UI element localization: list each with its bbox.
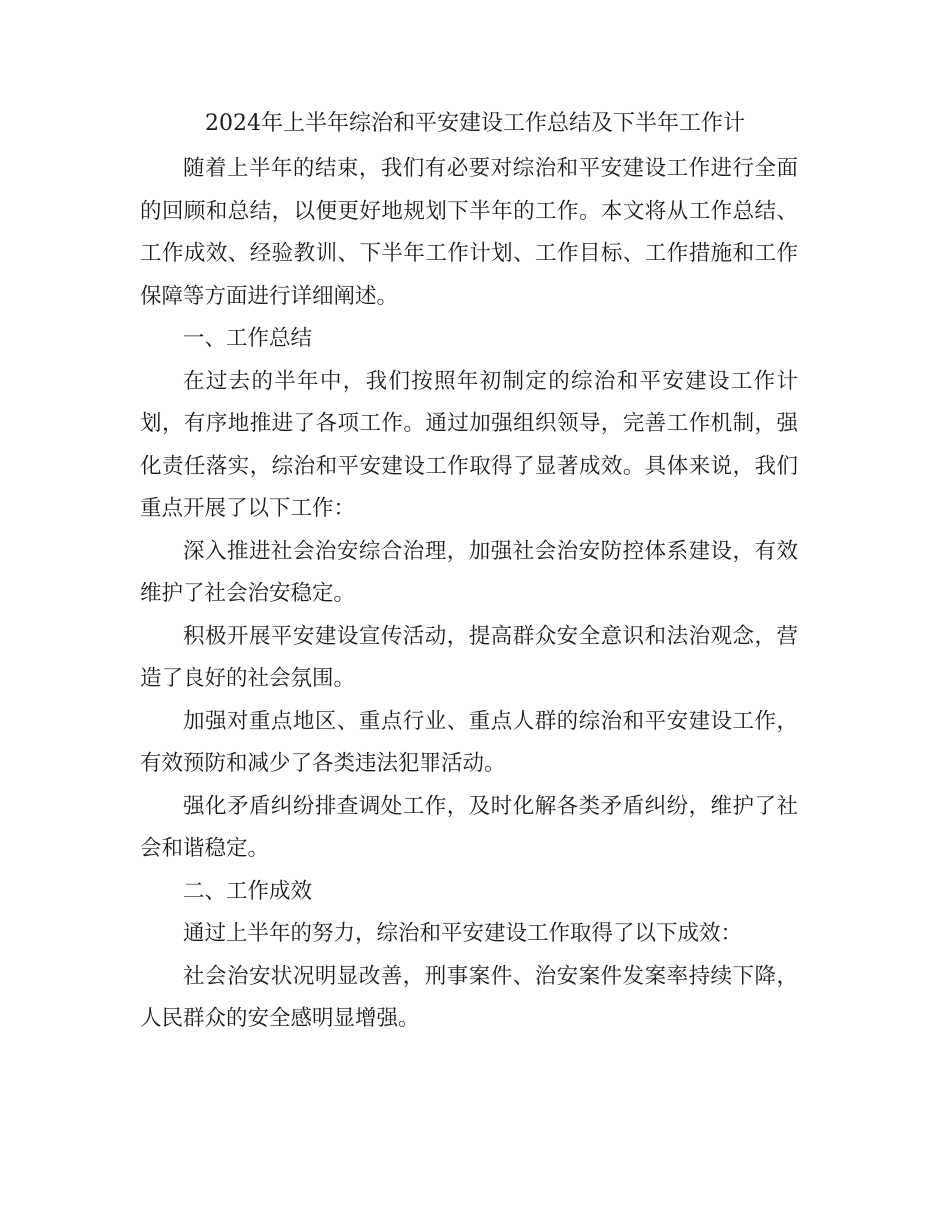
paragraph-item-disputes: 强化矛盾纠纷排查调处工作，及时化解各类矛盾纠纷，维护了社会和谐稳定。 xyxy=(140,793,798,861)
section-heading-summary: 一、工作总结 xyxy=(183,326,313,351)
document-body xyxy=(140,148,798,1041)
paragraph-summary: 在过去的半年中，我们按照年初制定的综治和平安建设工作计划，有序地推进了各项工作。通过加强组织领导，完善工作机制，强化责任落实，综治和平安建设工作取得了显著成效。具体来说，我们重点开展了以下工作： xyxy=(140,368,798,521)
paragraph-results-intro: 通过上半年的努力，综治和平安建设工作取得了以下成效： xyxy=(183,921,743,946)
document-title: 2024年上半年综治和平安建设工作总结及下半年工作计 xyxy=(205,111,745,136)
paragraph-item-publicity: 积极开展平安建设宣传活动，提高群众安全意识和法治观念，营造了良好的社会氛围。 xyxy=(140,623,798,691)
section-heading-results: 二、工作成效 xyxy=(183,878,313,904)
paragraph-item-key-areas: 加强对重点地区、重点行业、重点人群的综治和平安建设工作，有效预防和减少了各类违法犯罪活动。 xyxy=(140,708,798,776)
paragraph-item-public-security: 深入推进社会治安综合治理，加强社会治安防控体系建设，有效维护了社会治安稳定。 xyxy=(140,538,798,606)
paragraph-intro: 随着上半年的结束，我们有必要对综治和平安建设工作进行全面的回顾和总结，以便更好地规划下半年的工作。本文将从工作总结、工作成效、经验教训、下半年工作计划、工作目标、工作措施和工作保障等方面进行详细阐述。 xyxy=(140,156,798,309)
paragraph-results-item: 社会治安状况明显改善，刑事案件、治安案件发案率持续下降，人民群众的安全感明显增强。 xyxy=(140,963,798,1031)
